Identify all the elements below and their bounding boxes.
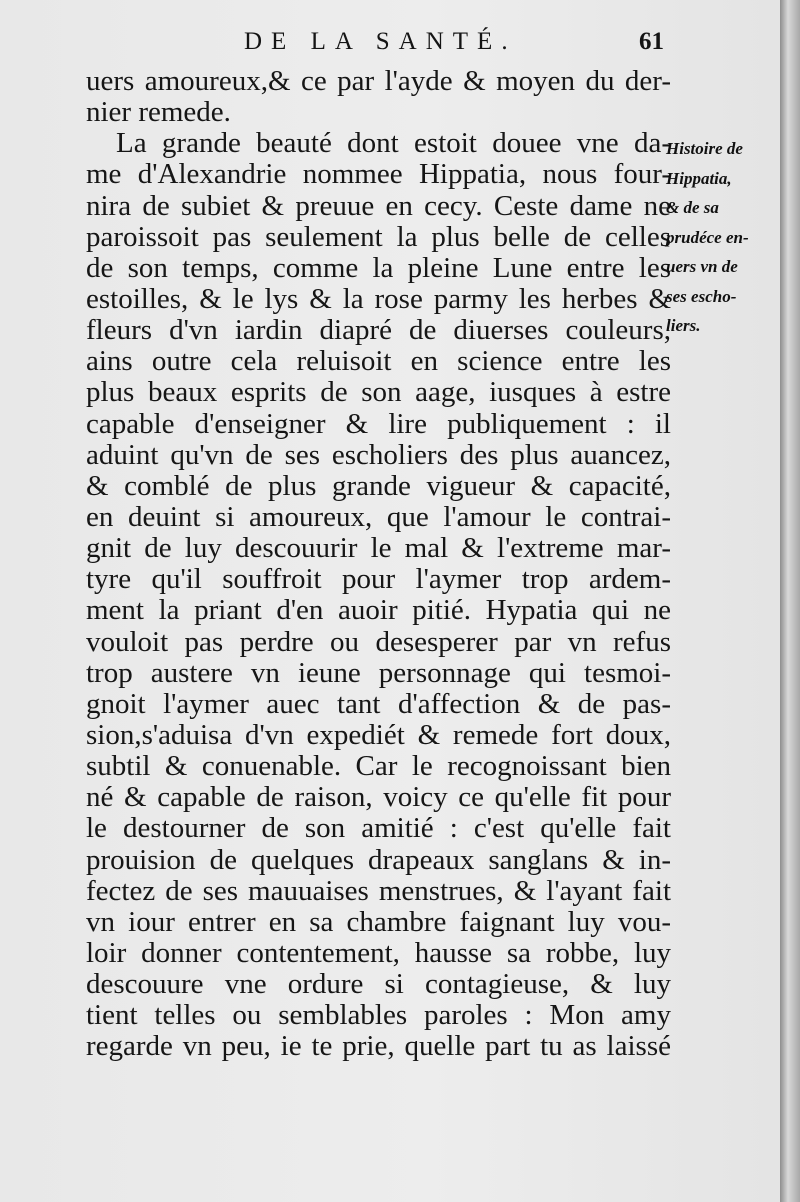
margin-note-line: uers vn de [666, 257, 738, 276]
text-line: loir donner contentement, hausse sa robbe, luy [86, 936, 671, 969]
text-line: gnit de luy descouurir le mal & l'extreme mar- [86, 532, 671, 565]
text-line: aduint qu'vn de ses escholiers des plus auancez, [86, 438, 671, 471]
text-line: fectez de ses mauuaises menstrues, & l'ayant fait [86, 874, 671, 907]
text-line: sion,s'aduisa d'vn expediét & remede fort doux, [86, 718, 671, 751]
margin-note-line: & de sa [666, 198, 719, 217]
text-line: plus beaux esprits de son aage, iusques à estre [86, 376, 671, 409]
margin-note-line: Histoire de [666, 139, 743, 158]
text-line: ains outre cela reluisoit en science entre les [86, 345, 671, 378]
margin-note-line: Hippatia, [666, 168, 732, 188]
text-line: prouision de quelques drapeaux sanglans & in- [86, 843, 671, 876]
text-line: le destourner de son amitié : c'est qu'elle fait [86, 812, 671, 845]
text-line: capable d'enseigner & lire publiquement : il [86, 407, 671, 440]
text-line: descouure vne ordure si contagieuse, & luy [86, 968, 671, 1001]
text-line: subtil & conuenable. Car le recognoissant bien [86, 750, 671, 783]
text-line: paroissoit pas seulement la plus belle de celles [86, 220, 671, 253]
text-line: & comblé de plus grande vigueur & capacité, [86, 469, 671, 502]
text-line: né & capable de raison, voicy ce qu'elle fit pour [86, 781, 671, 814]
text-line: tient telles ou semblables paroles : Mon amy [86, 999, 671, 1032]
page-edge [780, 0, 800, 1202]
running-title: DE LA SANTÉ. [244, 28, 517, 55]
text-line: gnoit l'aymer auec tant d'affection & de pas- [86, 687, 671, 720]
body-text [86, 66, 671, 1063]
text-line: nira de subiet & preuue en cecy. Ceste dame ne [86, 189, 671, 222]
text-line: nier remede. [86, 96, 231, 129]
text-line: vouloit pas perdre ou desesperer par vn refus [86, 625, 671, 658]
text-line: ment la priant d'en auoir pitié. Hypatia qui ne [86, 594, 671, 627]
margin-note-line: prudéce en- [666, 227, 749, 247]
text-line: me d'Alexandrie nommee Hippatia, nous four- [86, 158, 671, 191]
text-line: vn iour entrer en sa chambre faignant luy vou- [86, 905, 671, 938]
text-line: tyre qu'il souffroit pour l'aymer trop ardem- [86, 563, 671, 596]
text-line: en deuint si amoureux, que l'amour le contrai- [86, 500, 671, 533]
text-line: trop austere vn ieune personnage qui tesmoi- [86, 656, 671, 689]
text-line: La grande beauté dont estoit douee vne da- [116, 127, 671, 160]
text-line: de son temps, comme la pleine Lune entre les [86, 251, 671, 284]
page-number: 61 [639, 28, 664, 55]
text-line: regarde vn peu, ie te prie, quelle part tu as laissé [86, 1030, 671, 1063]
text-line: estoilles, & le lys & la rose parmy les herbes & [86, 282, 671, 315]
margin-note [666, 134, 778, 341]
margin-note-line: ses escho- [666, 286, 737, 306]
text-line: uers amoureux,& ce par l'ayde & moyen du der- [86, 65, 671, 97]
text-line: fleurs d'vn iardin diapré de diuerses couleurs, [86, 314, 671, 347]
margin-note-line: liers. [666, 316, 701, 335]
page-header [244, 28, 664, 58]
